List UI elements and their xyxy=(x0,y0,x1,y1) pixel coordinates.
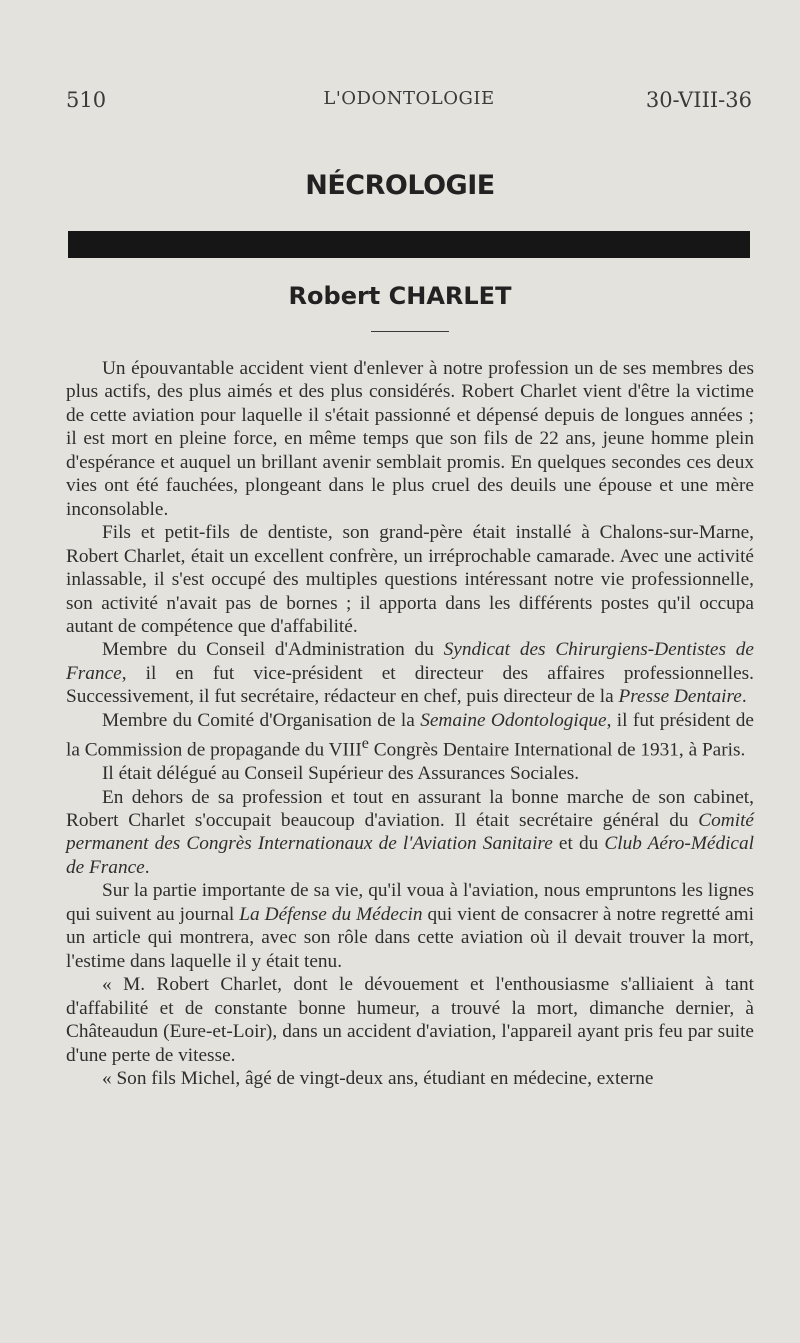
p3-text-a: Membre du Conseil d'Administration du xyxy=(102,639,444,661)
p4-superscript: e xyxy=(361,735,369,753)
p6-text-a: En dehors de sa profession et tout en assurant la bonne marche de son cabinet, Robert Charlet s'occupait beaucoup d'aviation. Il était secrétaire général du xyxy=(66,786,754,832)
page-number: 510 xyxy=(66,88,107,112)
paragraph-4 xyxy=(66,709,754,762)
black-band-divider xyxy=(68,231,750,258)
p7-text-c: qui vient de consacrer à notre regretté ami un article qui montrera, avec son rôle dans cette aviation où il devait trouver la mort, l'estime dans laquelle il y était tenu. xyxy=(66,903,754,972)
p4-text-a: Membre du Comité d'Organisation de la xyxy=(102,709,421,731)
p6-italic-club: Club Aéro-Médical de France xyxy=(66,833,754,878)
p4-italic-semaine: Semaine Odontologique xyxy=(420,709,607,731)
p3-italic-presse: Presse Dentaire xyxy=(618,686,742,708)
paragraph-9: « Son fils Michel, âgé de vingt-deux ans, étudiant en médecine, externe xyxy=(102,1068,654,1090)
paragraph-3 xyxy=(66,638,754,708)
p6-text-e: . xyxy=(144,856,150,878)
p6-italic-comite: Comité permanent des Congrès Internationaux de l'Aviation Sanitaire xyxy=(66,810,754,855)
running-head xyxy=(66,88,752,118)
person-name-heading: Robert CHARLET xyxy=(288,282,512,310)
p6-text-c: et du xyxy=(552,833,605,855)
paragraph-2: Fils et petit-fils de dentiste, son grand-père était installé à Chalons-sur-Marne, Robert Charlet, était un excellent confrère, un irréprochable camarade. Avec une activité inlassable, il s'est occupé des multiples questions intéressant notre vie professionnelle, son activité n'avait pas de bornes ; il apporta dans les différents postes qu'il occupa autant de compétence que d'affabilité. xyxy=(66,522,754,637)
p3-text-c: , il en fut vice-président et directeur des affaires professionnelles. Successivement, il fut secrétaire, rédacteur en chef, puis directeur de la xyxy=(66,662,754,708)
p3-text-e: . xyxy=(741,686,747,708)
article-body xyxy=(66,357,754,1090)
p7-italic-defense: La Défense du Médecin xyxy=(239,903,423,925)
section-title: NÉCROLOGIE xyxy=(305,170,495,201)
short-rule-divider xyxy=(371,331,449,332)
p3-italic-syndicat: Syndicat des Chirurgiens-Dentistes de France xyxy=(66,639,754,684)
p4-text-d: Congrès Dentaire International de 1931, à Paris. xyxy=(368,739,746,761)
paragraph-1: Un épouvantable accident vient d'enlever à notre profession un de ses membres des plus actifs, des plus aimés et des plus considérés. Robert Charlet vient d'être la victime de cette aviation pour laquelle il s'était passionné et dépensé depuis de longues années ; il est mort en pleine force, en même temps que son fils de 22 ans, jeune homme plein d'espérance et auquel un brillant avenir semblait promis. En quelques secondes ces deux vies ont été fauchées, plongeant dans le plus cruel des deuils une épouse et une mère inconsolable. xyxy=(66,358,754,520)
paragraph-5: Il était délégué au Conseil Supérieur des Assurances Sociales. xyxy=(102,763,580,785)
p4-text-c: , il fut président de la Commission de propagande du VIII xyxy=(66,709,754,761)
paragraph-7 xyxy=(66,879,754,973)
p7-text-a: Sur la partie importante de sa vie, qu'il voua à l'aviation, nous empruntons les lignes qui suivent au journal xyxy=(66,880,754,925)
paragraph-8: « M. Robert Charlet, dont le dévouement et l'enthousiasme s'alliaient à tant d'affabilité et de constante bonne humeur, a trouvé la mort, dimanche dernier, à Châteaudun (Eure-et-Loir), dans un accident d'aviation, l'appareil ayant pris feu par suite d'une perte de vitesse. xyxy=(66,974,754,1066)
paragraph-6 xyxy=(66,786,754,880)
issue-date: 30-VIII-36 xyxy=(645,88,752,112)
journal-title: L'ODONTOLOGIE xyxy=(323,88,495,109)
